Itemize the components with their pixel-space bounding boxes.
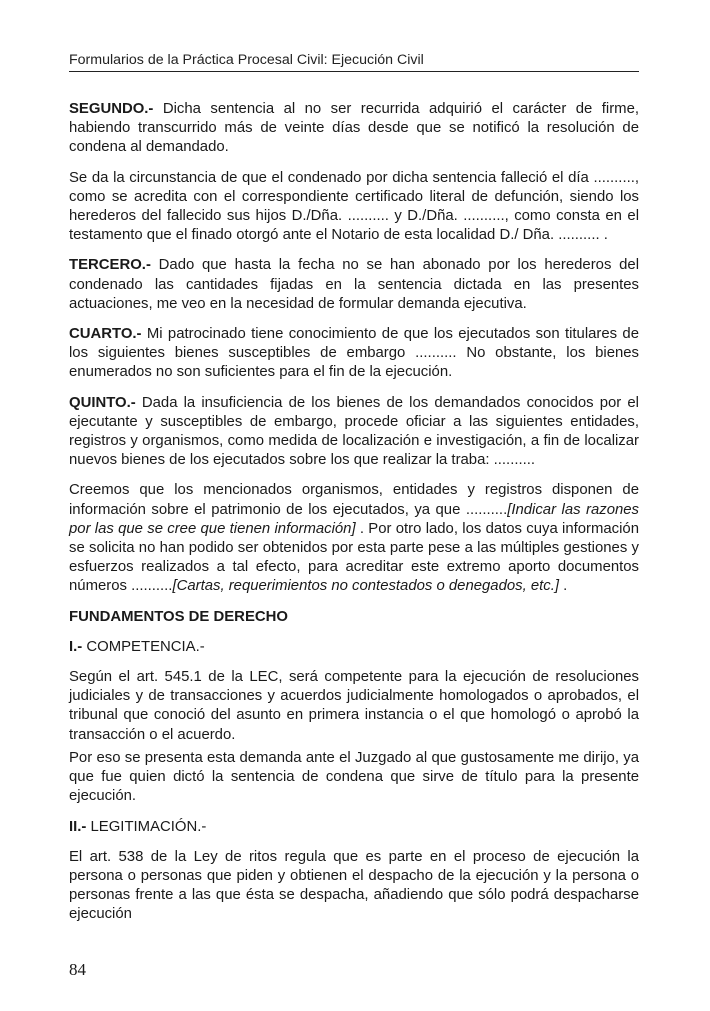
label-segundo: SEGUNDO.- <box>69 101 154 117</box>
paragraph-quinto <box>69 394 639 471</box>
section-heading-fundamentos: FUNDAMENTOS DE DERECHO <box>69 608 288 625</box>
text-circunstancia: Se da la circunstancia de que el condenado por dicha sentencia falleció el día .........., como se acredita con el correspondiente certificado literal de defunción, siendo los herederos del fallecido sus hijos D./Dña. .......... y D./Dña. .........., como consta en el testamento que el finado otorgó ante el Notario de esta localidad D./ Dña. .......... . <box>69 169 639 244</box>
paragraph-creemos <box>69 481 639 596</box>
number-legitimacion: II.- <box>69 818 87 835</box>
text-cuarto: Mi patrocinado tiene conocimiento de que los ejecutados son titulares de los siguientes bienes susceptibles de embargo .......... No obstante, los bienes enumerados no son suficientes para el fin de la ejecución. <box>69 326 639 381</box>
title-competencia: COMPETENCIA.- <box>86 638 205 655</box>
document-body <box>69 100 639 936</box>
text-creemos-a: Creemos que los mencionados organismos, entidades y registros disponen de información sobre el patrimonio de los ejecutados, ya que .......... <box>69 482 639 518</box>
label-quinto: QUINTO.- <box>69 394 136 411</box>
text-quinto: Dada la insuficiencia de los bienes de los demandados conocidos por el ejecutante y susceptibles de embargo, procede oficiar a las siguientes entidades, registros y organismos, como medida de localización e investigación, a fin de localizar nuevos bienes de los ejecutados sobre los que realizar la traba: .......... <box>69 394 639 469</box>
text-segundo: Dicha sentencia al no ser recurrida adquirió el carácter de firme, habiendo transcurrido más de veinte días desde que se notificó la resolución de condena al demandado. <box>69 101 639 156</box>
subheading-competencia <box>69 638 639 657</box>
paragraph-cuarto <box>69 325 639 383</box>
paragraph-segundo <box>69 100 639 158</box>
text-competencia-1: Según el art. 545.1 de la LEC, será competente para la ejecución de resoluciones judiciales y de transacciones y acuerdos judicialmente homologados o aprobados, el tribunal que conoció del asunto en primera instancia o el que homologó o aprobó la transacción o el acuerdo. <box>69 669 639 743</box>
text-competencia-2: Por eso se presenta esta demanda ante el Juzgado al que gustosamente me dirijo, ya que fue quien dictó la sentencia de condena que sirve de título para la presente ejecución. <box>69 749 639 805</box>
italic-creemos-b: [Cartas, requerimientos no contestados o denegados, etc.] <box>172 578 560 595</box>
number-competencia: I.- <box>69 638 83 655</box>
italic-creemos-a: [Indicar las razones por las que se cree que tienen información] <box>69 501 639 537</box>
header-rule <box>69 71 639 72</box>
running-header: Formularios de la Práctica Procesal Civil: Ejecución Civil <box>69 52 424 68</box>
paragraph-competencia-2 <box>69 749 639 807</box>
paragraph-competencia-1 <box>69 668 639 745</box>
title-legitimacion: LEGITIMACIÓN.- <box>90 818 207 835</box>
paragraph-circunstancia <box>69 169 639 246</box>
label-tercero: TERCERO.- <box>69 257 151 274</box>
text-tercero: Dado que hasta la fecha no se han abonado por los herederos del condenado las cantidades fijadas en la sentencia dictada en las presentes actuaciones, me veo en la necesidad de formular demanda ejecutiva. <box>69 257 639 312</box>
page-number: 84 <box>69 960 86 979</box>
text-creemos-b: . Por otro lado, los datos cuya información se solicita no han podido ser obtenidos por esta parte pese a las múltiples gestiones y esfuerzos realizados a tal efecto, para acreditar este extremo aporto documentos números .......... <box>69 520 639 595</box>
text-legitimacion-1: El art. 538 de la Ley de ritos regula que es parte en el proceso de ejecución la persona o personas que piden y obtienen el despacho de la ejecución y la persona o personas frente a las que ésta se despacha, añadiendo que sólo podrá despacharse ejecución <box>69 848 639 923</box>
label-cuarto: CUARTO.- <box>69 326 142 343</box>
subheading-legitimacion <box>69 818 639 837</box>
text-creemos-c: . <box>559 578 568 595</box>
paragraph-tercero <box>69 256 639 314</box>
paragraph-legitimacion-1 <box>69 848 639 925</box>
